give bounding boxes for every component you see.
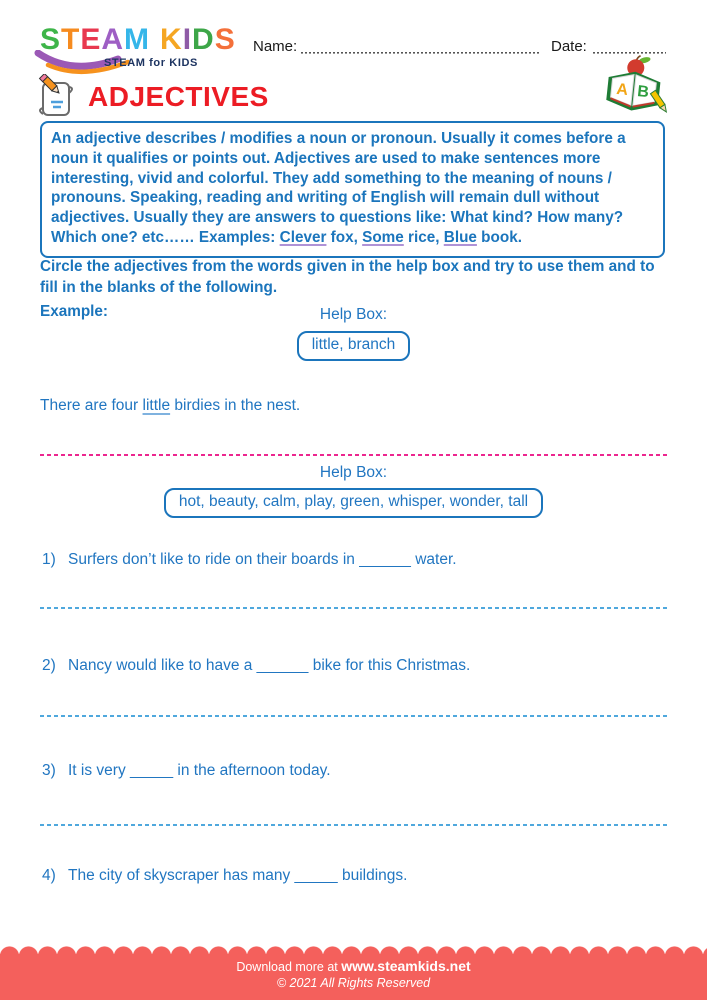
- definition-text: fox,: [326, 228, 363, 246]
- example-answer-word: little: [142, 397, 171, 414]
- logo-letter: M: [124, 23, 151, 56]
- question-number: 3): [42, 762, 56, 779]
- name-label: Name:: [253, 38, 298, 55]
- question-3: [42, 762, 672, 780]
- book-letter-b: B: [636, 83, 650, 102]
- logo-letter: S: [214, 23, 236, 56]
- logo-letter: I: [182, 23, 193, 56]
- example-sentence-before: There are four: [40, 397, 143, 414]
- question-text: Surfers don’t like to ride on their boards in ______ water.: [68, 551, 457, 568]
- question-number: 1): [42, 551, 56, 568]
- date-input-line[interactable]: [593, 40, 666, 54]
- footer-download-text: Download more at: [236, 960, 338, 974]
- footer: [0, 954, 707, 1000]
- exercise-helpbox-label: Help Box:: [319, 464, 388, 481]
- question-number: 4): [42, 867, 56, 884]
- question-text: Nancy would like to have a ______ bike for this Christmas.: [68, 657, 471, 674]
- logo-letter: E: [80, 23, 102, 56]
- footer-copyright: © 2021 All Rights Reserved: [276, 976, 431, 990]
- example-word-underlined: Some: [362, 228, 404, 246]
- definition-box: [40, 121, 665, 258]
- question-text: The city of skyscraper has many _____ buildings.: [68, 867, 408, 884]
- footer-download-line: [0, 958, 707, 974]
- footer-site-url: www.steamkids.net: [341, 958, 471, 974]
- exercise-helpbox: hot, beauty, calm, play, green, whisper, wonder, tall: [164, 488, 543, 518]
- example-word-underlined: Clever: [279, 228, 327, 246]
- definition-text: book.: [476, 228, 522, 246]
- question-4: [42, 867, 672, 885]
- example-helpbox-wrap: [0, 331, 707, 361]
- logo-letter: S: [40, 23, 62, 56]
- example-word-underlined: Blue: [443, 228, 477, 246]
- definition-text: rice,: [403, 228, 444, 246]
- example-helpbox-label: Help Box:: [319, 306, 388, 323]
- question-1: [42, 551, 672, 569]
- question-divider: [40, 715, 667, 717]
- name-input-line[interactable]: [301, 40, 541, 54]
- question-divider: [40, 607, 667, 609]
- logo-letter: K: [160, 23, 183, 56]
- example-sentence: [40, 397, 300, 415]
- logo-letter: D: [192, 23, 215, 56]
- question-divider: [40, 824, 667, 826]
- book-letter-a: A: [615, 80, 629, 100]
- logo-letter: A: [101, 23, 125, 56]
- question-number: 2): [42, 657, 56, 674]
- instructions: Circle the adjectives from the words given in the help box and try to use them and to fill in the blanks of the following.: [40, 258, 655, 296]
- pencil-scroll-icon: [34, 74, 80, 120]
- logo-letter: T: [61, 23, 81, 56]
- question-2: [42, 657, 672, 675]
- date-label: Date:: [551, 38, 587, 55]
- definition-text: An adjective describes / modifies a noun or pronoun. Usually it comes before a noun it qualifies or points out. Adjectives are used to make sentences more interesting, vivid and colorful. They add something to the meaning of nouns / pronouns. Speaking, reading and writing of English will remain dull without adjectives. Usually they are answers to questions like: What kind? How many? Which one? etc…… Examples:: [51, 130, 626, 246]
- example-sentence-after: birdies in the nest.: [170, 397, 301, 414]
- page-title: ADJECTIVES: [88, 81, 269, 112]
- question-text: It is very _____ in the afternoon today.: [68, 762, 331, 779]
- abc-book-icon: [604, 54, 670, 118]
- section-divider: [40, 454, 667, 456]
- logo-tagline: STEAM for KIDS: [104, 57, 198, 69]
- example-label: Example:: [40, 303, 109, 320]
- exercise-helpbox-wrap: [0, 488, 707, 518]
- example-helpbox: little, branch: [297, 331, 411, 361]
